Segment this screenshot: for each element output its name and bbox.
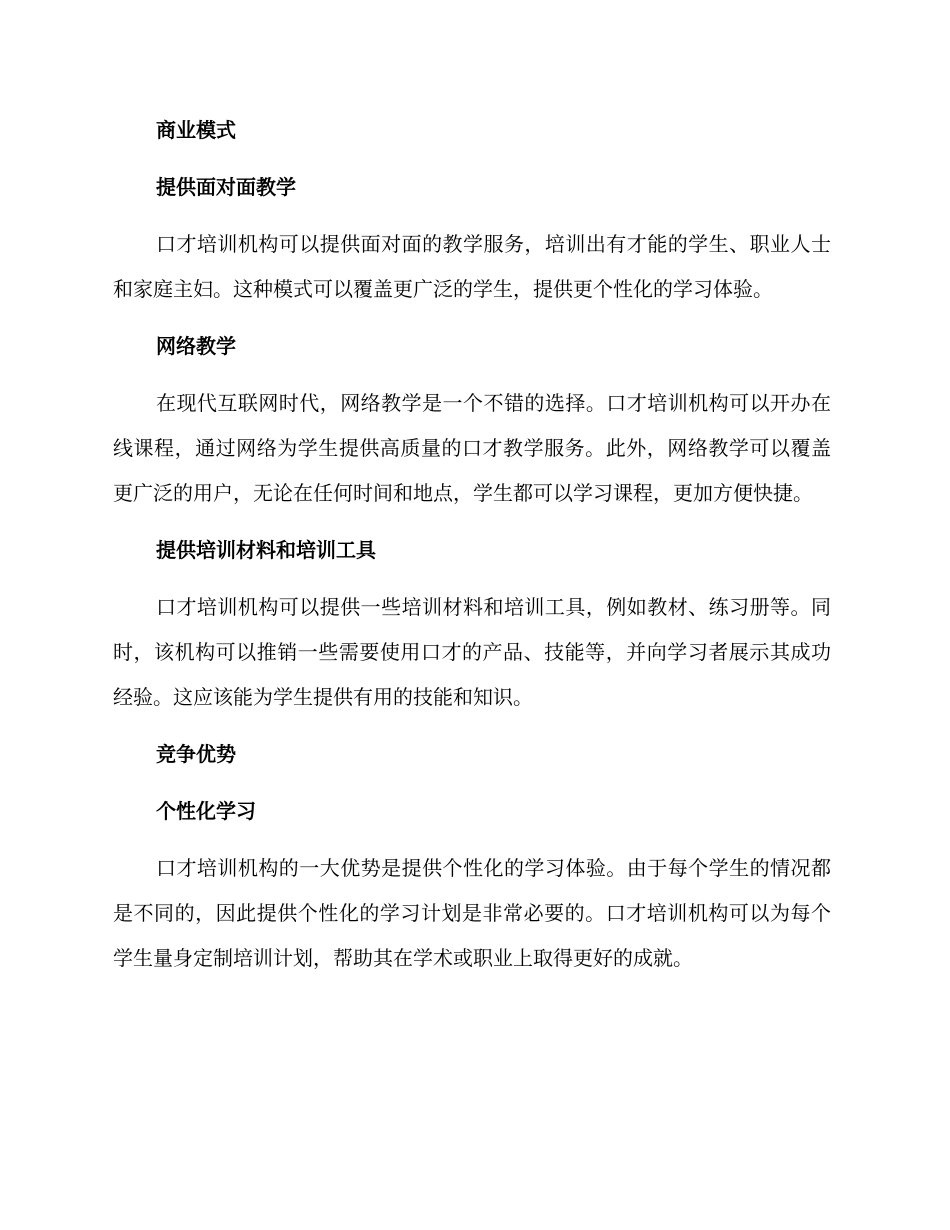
paragraph-training-materials: 口才培训机构可以提供一些培训材料和培训工具，例如教材、练习册等。同时，该机构可以推销一些需要使用口才的产品、技能等，并向学习者展示其成功经验。这应该能为学生提供有用的技能和知识。 [113, 595, 831, 709]
paragraph-face-to-face-teaching: 口才培训机构可以提供面对面的教学服务，培训出有才能的学生、职业人士和家庭主妇。这种模式可以覆盖更广泛的学生，提供更个性化的学习体验。 [113, 232, 831, 301]
section-heading-competitive-advantage: 竞争优势 [156, 742, 236, 766]
document-body [113, 108, 831, 993]
section-heading-business-model: 商业模式 [156, 118, 236, 142]
paragraph-personalized-learning: 口才培训机构的一大优势是提供个性化的学习体验。由于每个学生的情况都是不同的，因此提供个性化的学习计划是非常必要的。口才培训机构可以为每个学生量身定制培训计划，帮助其在学术或职业上取得更好的成就。 [113, 856, 831, 970]
subheading-personalized-learning: 个性化学习 [156, 799, 256, 823]
subheading-online-teaching: 网络教学 [156, 334, 236, 358]
paragraph-online-teaching: 在现代互联网时代，网络教学是一个不错的选择。口才培训机构可以开办在线课程，通过网络为学生提供高质量的口才教学服务。此外，网络教学可以覆盖更广泛的用户，无论在任何时间和地点，学生都可以学习课程，更加方便快捷。 [113, 391, 831, 505]
subheading-training-materials: 提供培训材料和培训工具 [156, 538, 376, 562]
subheading-face-to-face-teaching: 提供面对面教学 [156, 175, 296, 199]
